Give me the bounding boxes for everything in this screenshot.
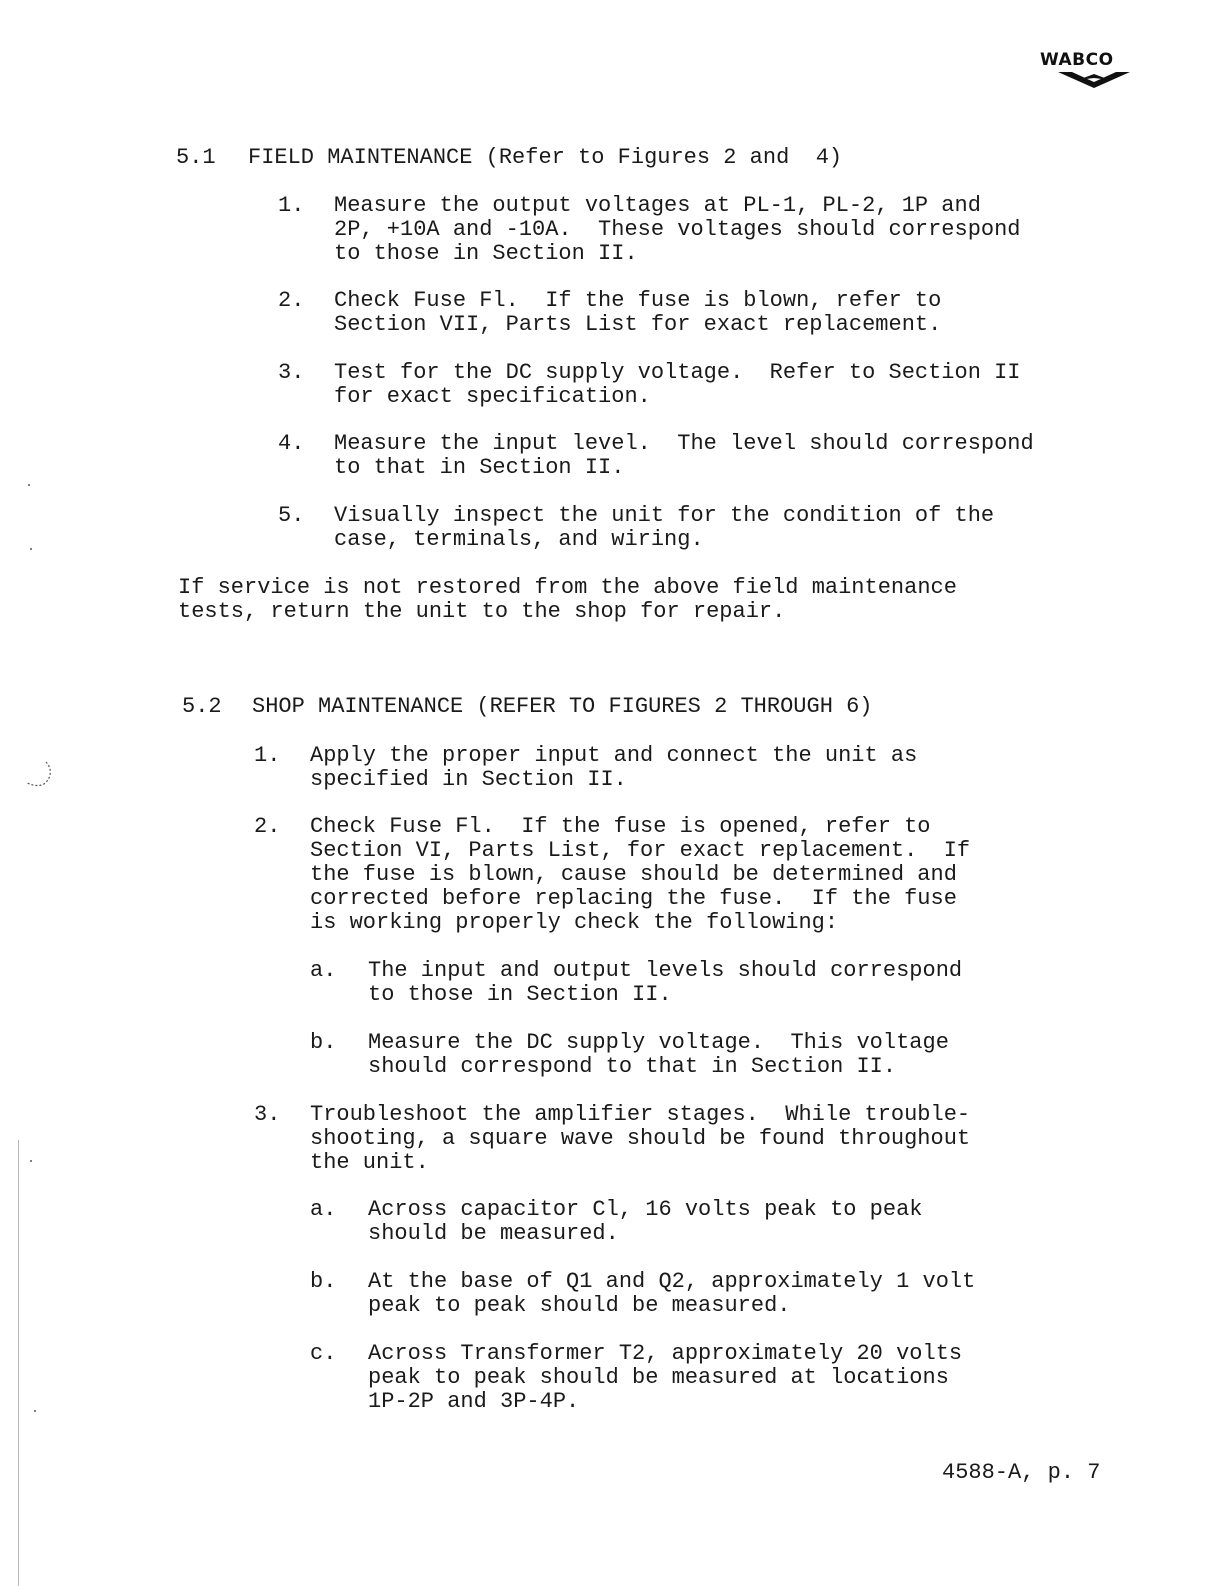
text-line: 1P-2P and 3P-4P. [368,1389,580,1414]
page-reference: 4588-A, p. 7 [942,1460,1101,1485]
text-line: shooting, a square wave should be found throughout [310,1126,971,1151]
shop-subitem-3b-text [368,1270,975,1318]
section-5-1-number: 5.1 [176,145,216,170]
shop-subitem-2a-letter: a. [310,958,337,983]
shop-subitem-3c-text [368,1342,962,1414]
section-5-2-heading: SHOP MAINTENANCE (REFER TO FIGURES 2 THROUGH 6) [252,694,873,719]
shop-subitem-3b-letter: b. [310,1269,337,1294]
text-line: Measure the DC supply voltage. This voltage [368,1030,949,1055]
shop-item-3-number: 3. [254,1102,281,1127]
field-item-2-number: 2. [278,288,305,313]
punch-hole-mark [22,758,56,788]
field-item-4-number: 4. [278,431,305,456]
text-line: to those in Section II. [368,982,672,1007]
text-line: Section VII, Parts List for exact replacement. [334,312,942,337]
text-line: Measure the input level. The level should correspond [334,431,1034,456]
logo-text: WABCO [1040,50,1114,70]
text-line: Check Fuse Fl. If the fuse is blown, refer to [334,288,942,313]
text-line: Apply the proper input and connect the unit as [310,743,918,768]
text-line: specified in Section II. [310,767,627,792]
section-5-1-heading: FIELD MAINTENANCE (Refer to Figures 2 and 4) [248,145,843,170]
shop-subitem-3a-text [368,1198,923,1246]
field-item-5-text [334,504,994,552]
text-line: case, terminals, and wiring. [334,527,704,552]
text-line: tests, return the unit to the shop for repair. [178,599,786,624]
text-line: Section VI, Parts List, for exact replacement. If [310,838,971,863]
shop-subitem-3a-letter: a. [310,1197,337,1222]
shop-item-2-number: 2. [254,814,281,839]
text-line: At the base of Q1 and Q2, approximately 1 volt [368,1269,976,1294]
field-item-1-text [334,194,1021,266]
shop-subitem-2b-letter: b. [310,1030,337,1055]
field-item-3-text [334,361,1021,409]
scan-speck [30,1160,32,1162]
text-line: the fuse is blown, cause should be determined and [310,862,957,887]
scan-margin-line [18,1140,19,1586]
shop-subitem-2b-text [368,1031,949,1079]
text-line: If service is not restored from the above field maintenance [178,575,957,600]
text-line: peak to peak should be measured. [368,1293,791,1318]
scan-speck [30,548,32,550]
text-line: Across capacitor Cl, 16 volts peak to peak [368,1197,923,1222]
text-line: Test for the DC supply voltage. Refer to Section II [334,360,1021,385]
text-line: Check Fuse Fl. If the fuse is opened, refer to [310,814,931,839]
section-5-2-number: 5.2 [182,694,222,719]
shop-item-3-text [310,1103,970,1175]
field-item-3-number: 3. [278,360,305,385]
text-line: Across Transformer T2, approximately 20 volts [368,1341,963,1366]
text-line: Troubleshoot the amplifier stages. While trouble- [310,1102,971,1127]
logo-emblem-icon [1056,70,1132,90]
text-line: should be measured. [368,1221,619,1246]
wabco-logo [1038,50,1134,92]
text-line: 2P, +10A and -10A. These voltages should correspond [334,217,1021,242]
shop-item-1-text [310,744,917,792]
text-line: the unit. [310,1150,429,1175]
scan-speck [28,484,30,486]
field-item-2-text [334,289,941,337]
text-line: Visually inspect the unit for the condition of the [334,503,995,528]
text-line: corrected before replacing the fuse. If the fuse [310,886,957,911]
field-closing-paragraph [178,576,957,624]
text-line: The input and output levels should correspond [368,958,963,983]
shop-item-1-number: 1. [254,743,281,768]
field-item-5-number: 5. [278,503,305,528]
shop-subitem-3c-letter: c. [310,1341,337,1366]
text-line: peak to peak should be measured at locations [368,1365,949,1390]
text-line: for exact specification. [334,384,651,409]
shop-subitem-2a-text [368,959,962,1007]
field-item-4-text [334,432,1034,480]
field-item-1-number: 1. [278,193,305,218]
shop-item-2-text [310,815,970,935]
text-line: is working properly check the following: [310,910,839,935]
text-line: should correspond to that in Section II. [368,1054,897,1079]
scan-speck [34,1410,36,1412]
text-line: to those in Section II. [334,241,638,266]
text-line: Measure the output voltages at PL-1, PL-2, 1P and [334,193,981,218]
text-line: to that in Section II. [334,455,625,480]
